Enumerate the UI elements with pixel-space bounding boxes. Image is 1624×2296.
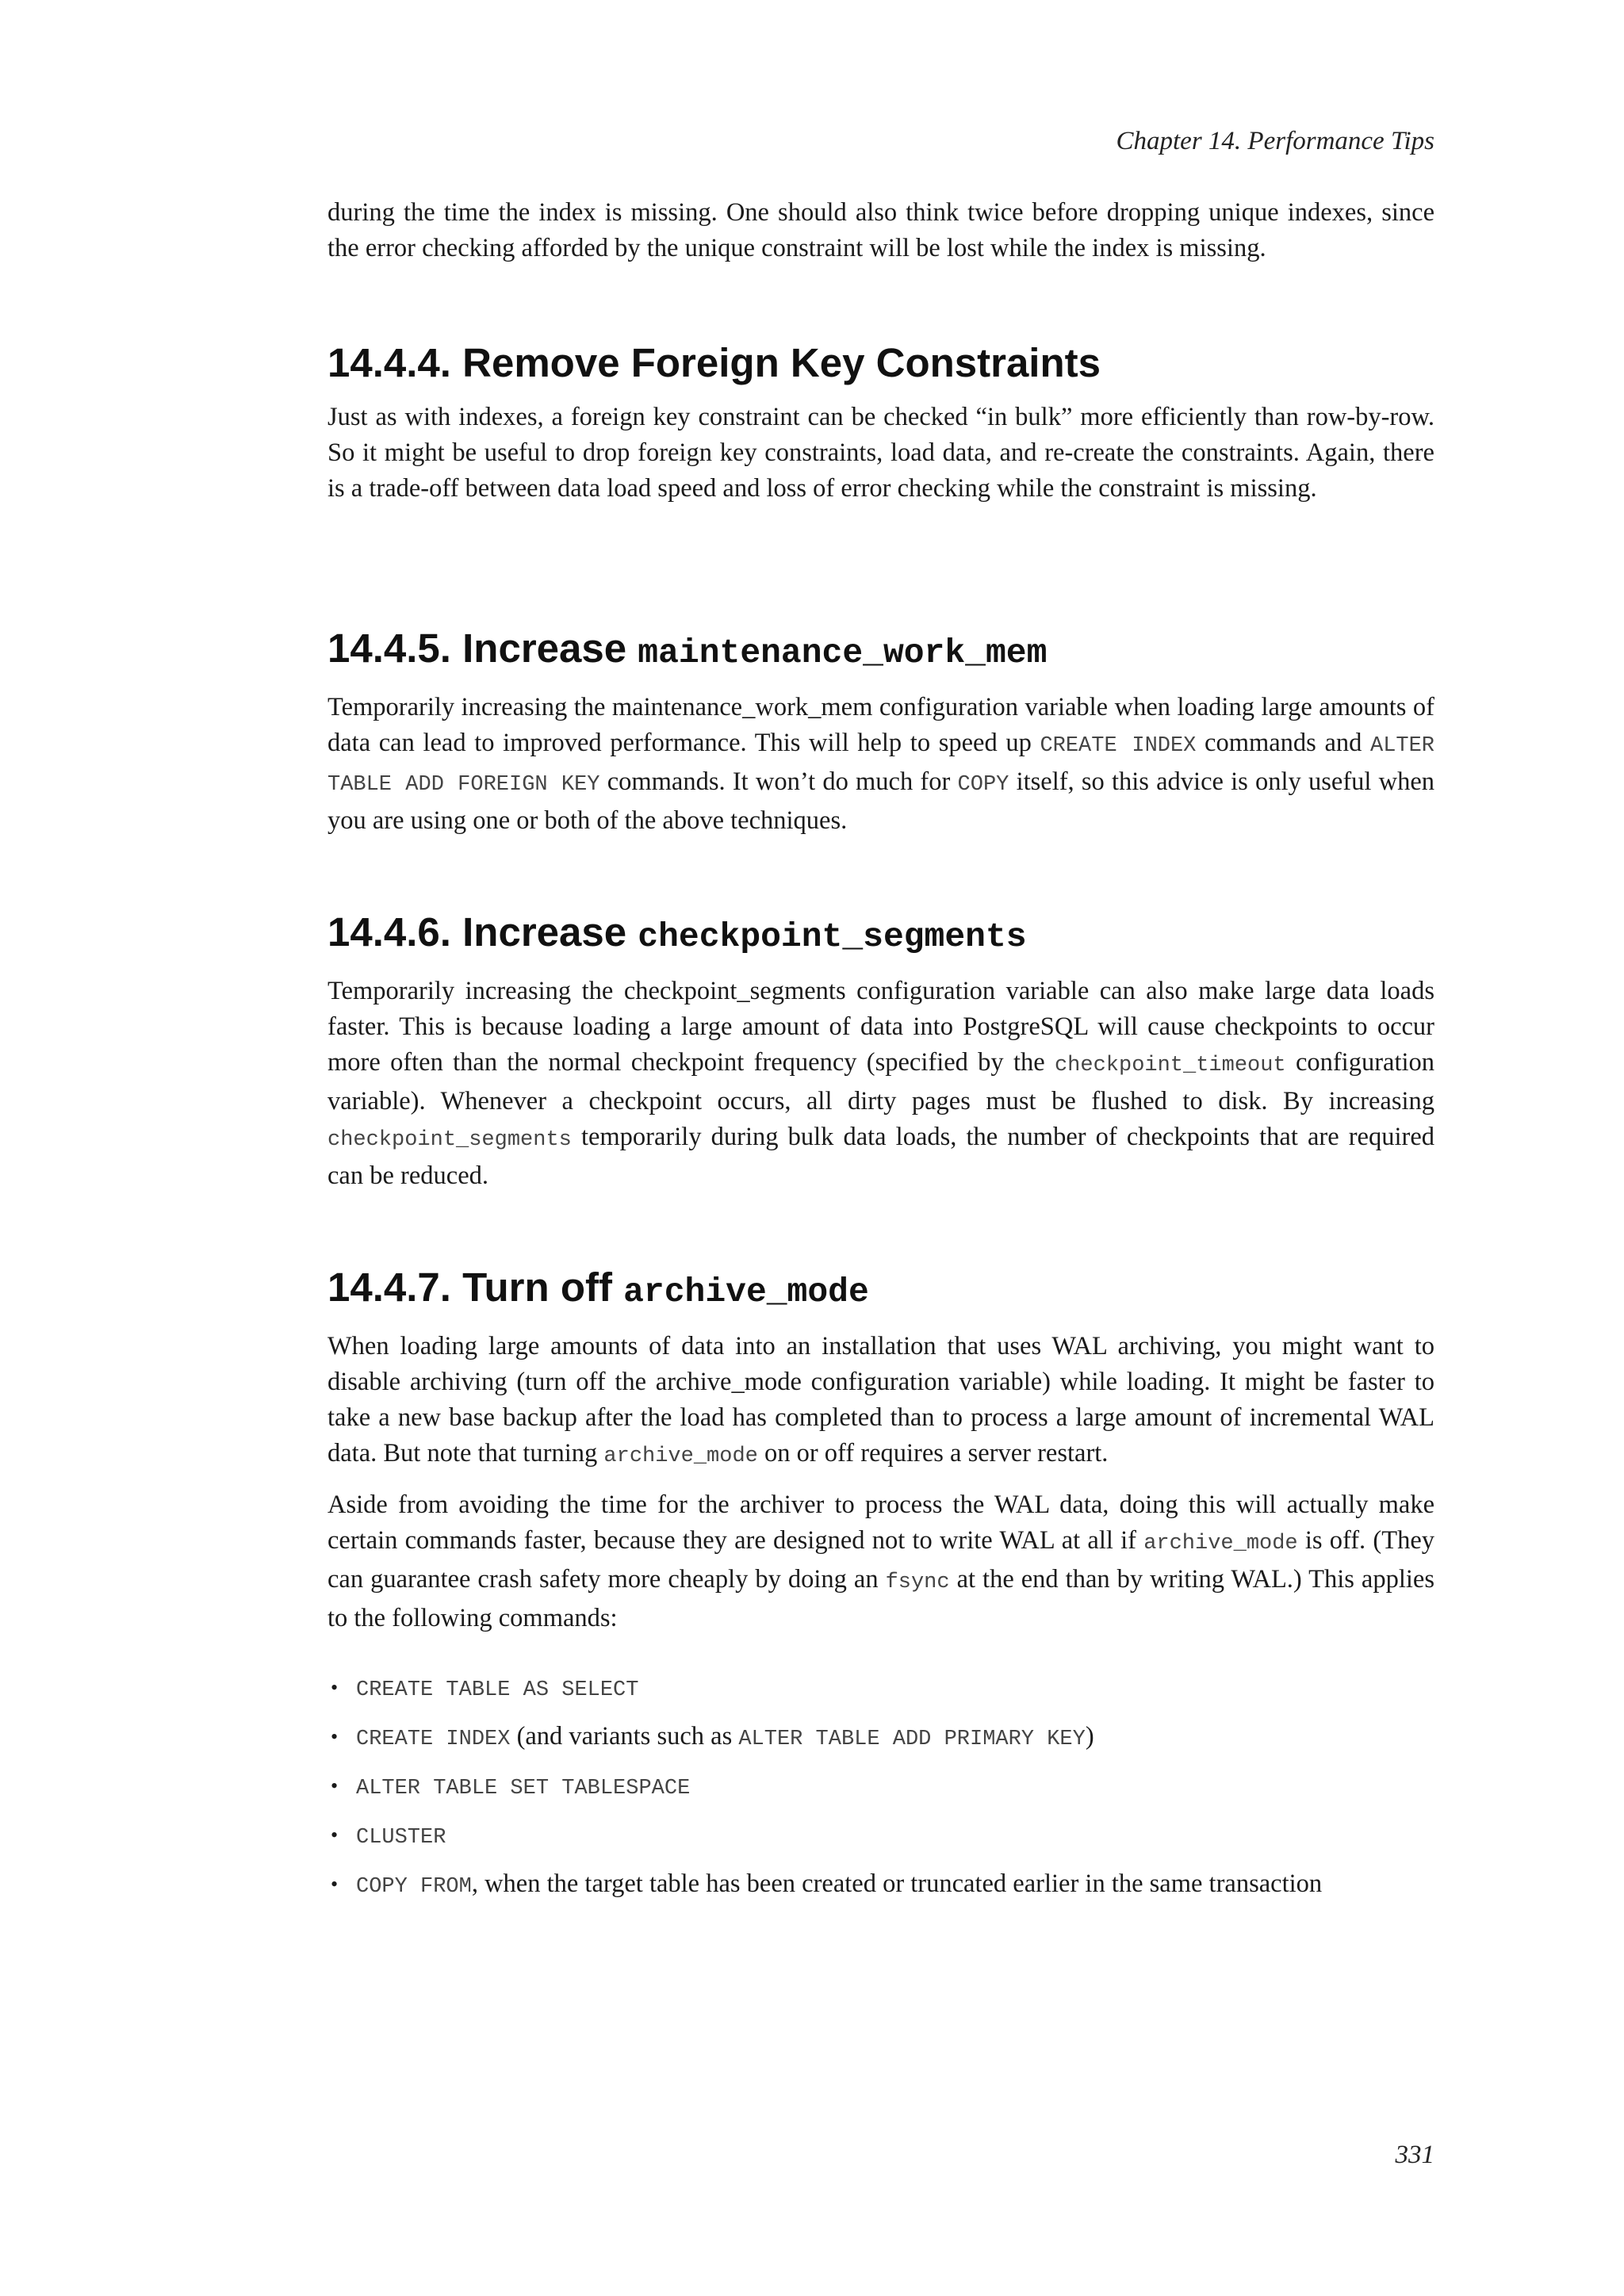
- text-run: commands and: [1205, 729, 1362, 757]
- literal-archive-mode: archive_mode: [603, 1445, 758, 1468]
- text-run: Aside from avoiding the time for the archiver to process the WAL data, doing this will actually make certain commands faster, because they are designed not to write WAL at all if: [327, 1490, 1434, 1555]
- list-item-text: ): [1085, 1722, 1094, 1751]
- heading-code: archive_mode: [623, 1272, 869, 1311]
- paragraph-checkpoint-segments: [327, 974, 1434, 1194]
- text-run: temporarily during bulk data loads, the number of checkpoints that are required can be reduced.: [327, 1123, 1434, 1190]
- literal-checkpoint-timeout: checkpoint_timeout: [1054, 1054, 1286, 1077]
- list-item-code: COPY FROM: [356, 1875, 472, 1899]
- page-number: 331: [1395, 2141, 1434, 2169]
- text-run: itself, so this advice is only useful when you are using one or both of the above techniques.: [327, 767, 1435, 835]
- literal-create-index: CREATE INDEX: [1040, 734, 1197, 758]
- section-14-4-5: [327, 625, 1434, 839]
- list-item-code: CLUSTER: [356, 1826, 446, 1850]
- text-run: is off. (They can guarantee crash safety more cheaply by doing an: [327, 1526, 1434, 1594]
- intro-section: [327, 195, 1434, 266]
- text-run: When loading large amounts of data into an installation that uses WAL archiving, you might want to disable archiving (turn off the archive_mode configuration variable) while loading. It might be faster to take a new base backup after the load has completed than to process a large amount of incremental WAL data. But note that turning: [327, 1332, 1434, 1468]
- paragraph-archive-mode: [327, 1329, 1434, 1475]
- list-item-code: ALTER TABLE SET TABLESPACE: [356, 1777, 691, 1800]
- paragraph-maintenance-work-mem: [327, 690, 1434, 839]
- bullet-icon: •: [331, 1873, 339, 1896]
- text-run: Temporarily increasing the checkpoint_segments configuration variable can also make large data loads faster. This is because loading a large amount of data into PostgreSQL will cause checkpoints to occur more often than the normal checkpoint frequency (specified by the: [327, 977, 1434, 1077]
- command-list: [327, 1670, 1434, 1915]
- paragraph-wal-commands: [327, 1487, 1434, 1636]
- list-item: [327, 1866, 1434, 1915]
- literal-copy: COPY: [957, 773, 1009, 797]
- running-header: Chapter 14. Performance Tips: [1116, 127, 1434, 155]
- section-14-4-4: [327, 339, 1434, 507]
- bullet-icon: •: [331, 1774, 339, 1797]
- list-item-text: (and variants such as: [516, 1722, 733, 1751]
- section-heading-14-4-5: [327, 625, 1434, 677]
- intro-paragraph: during the time the index is missing. One should also think twice before dropping unique indexes, since the error checking afforded by the unique constraint will be lost while the index is missing.: [327, 198, 1434, 262]
- heading-code: checkpoint_segments: [638, 917, 1027, 956]
- section-heading-14-4-7: [327, 1264, 1434, 1316]
- list-item: [327, 1670, 1434, 1719]
- literal-checkpoint-segments: checkpoint_segments: [327, 1128, 572, 1152]
- list-item-code: CREATE TABLE AS SELECT: [356, 1678, 639, 1702]
- bullet-icon: •: [331, 1676, 339, 1699]
- text-run: Temporarily increasing the maintenance_work_mem configuration variable when loading large amounts of data can lead to improved performance. This will help to speed up: [327, 693, 1434, 757]
- literal-fsync: fsync: [885, 1571, 950, 1594]
- text-run: at the end than by writing WAL.) This applies to the following commands:: [327, 1565, 1434, 1632]
- section-heading-14-4-4: 14.4.4. Remove Foreign Key Constraints: [327, 340, 1101, 385]
- text-run: on or off requires a server restart.: [764, 1439, 1109, 1468]
- bullet-icon: •: [331, 1725, 339, 1748]
- section-heading-14-4-6: [327, 909, 1434, 961]
- bullet-icon: •: [331, 1823, 339, 1846]
- list-item-text: , when the target table has been created or truncated earlier in the same transaction: [471, 1869, 1323, 1898]
- heading-prefix: 14.4.7. Turn off: [327, 1265, 612, 1310]
- text-run: commands. It won’t do much for: [607, 767, 951, 796]
- list-item: [327, 1719, 1434, 1768]
- heading-prefix: 14.4.6. Increase: [327, 909, 627, 955]
- literal-alter-table: ALTER TABLE ADD FOREIGN KEY: [327, 734, 1435, 797]
- heading-code: maintenance_work_mem: [638, 633, 1048, 672]
- list-item: [327, 1817, 1434, 1866]
- heading-prefix: 14.4.5. Increase: [327, 626, 627, 671]
- list-item-code: ALTER TABLE ADD PRIMARY KEY: [738, 1728, 1086, 1751]
- list-item: [327, 1768, 1434, 1817]
- literal-archive-mode: archive_mode: [1143, 1532, 1298, 1556]
- paragraph-foreign-keys: Just as with indexes, a foreign key constraint can be checked “in bulk” more efficiently than row-by-row. So it might be useful to drop foreign key constraints, load data, and re-create the constraints. Again, there is a trade-off between data load speed and loss of error checking while the constraint is missing.: [327, 403, 1434, 503]
- section-14-4-7: [327, 1264, 1434, 1915]
- section-14-4-6: [327, 909, 1434, 1194]
- list-item-code: CREATE INDEX: [356, 1728, 511, 1751]
- text-run: configuration variable). Whenever a checkpoint occurs, all dirty pages must be flushed to disk. By increasing: [327, 1048, 1435, 1115]
